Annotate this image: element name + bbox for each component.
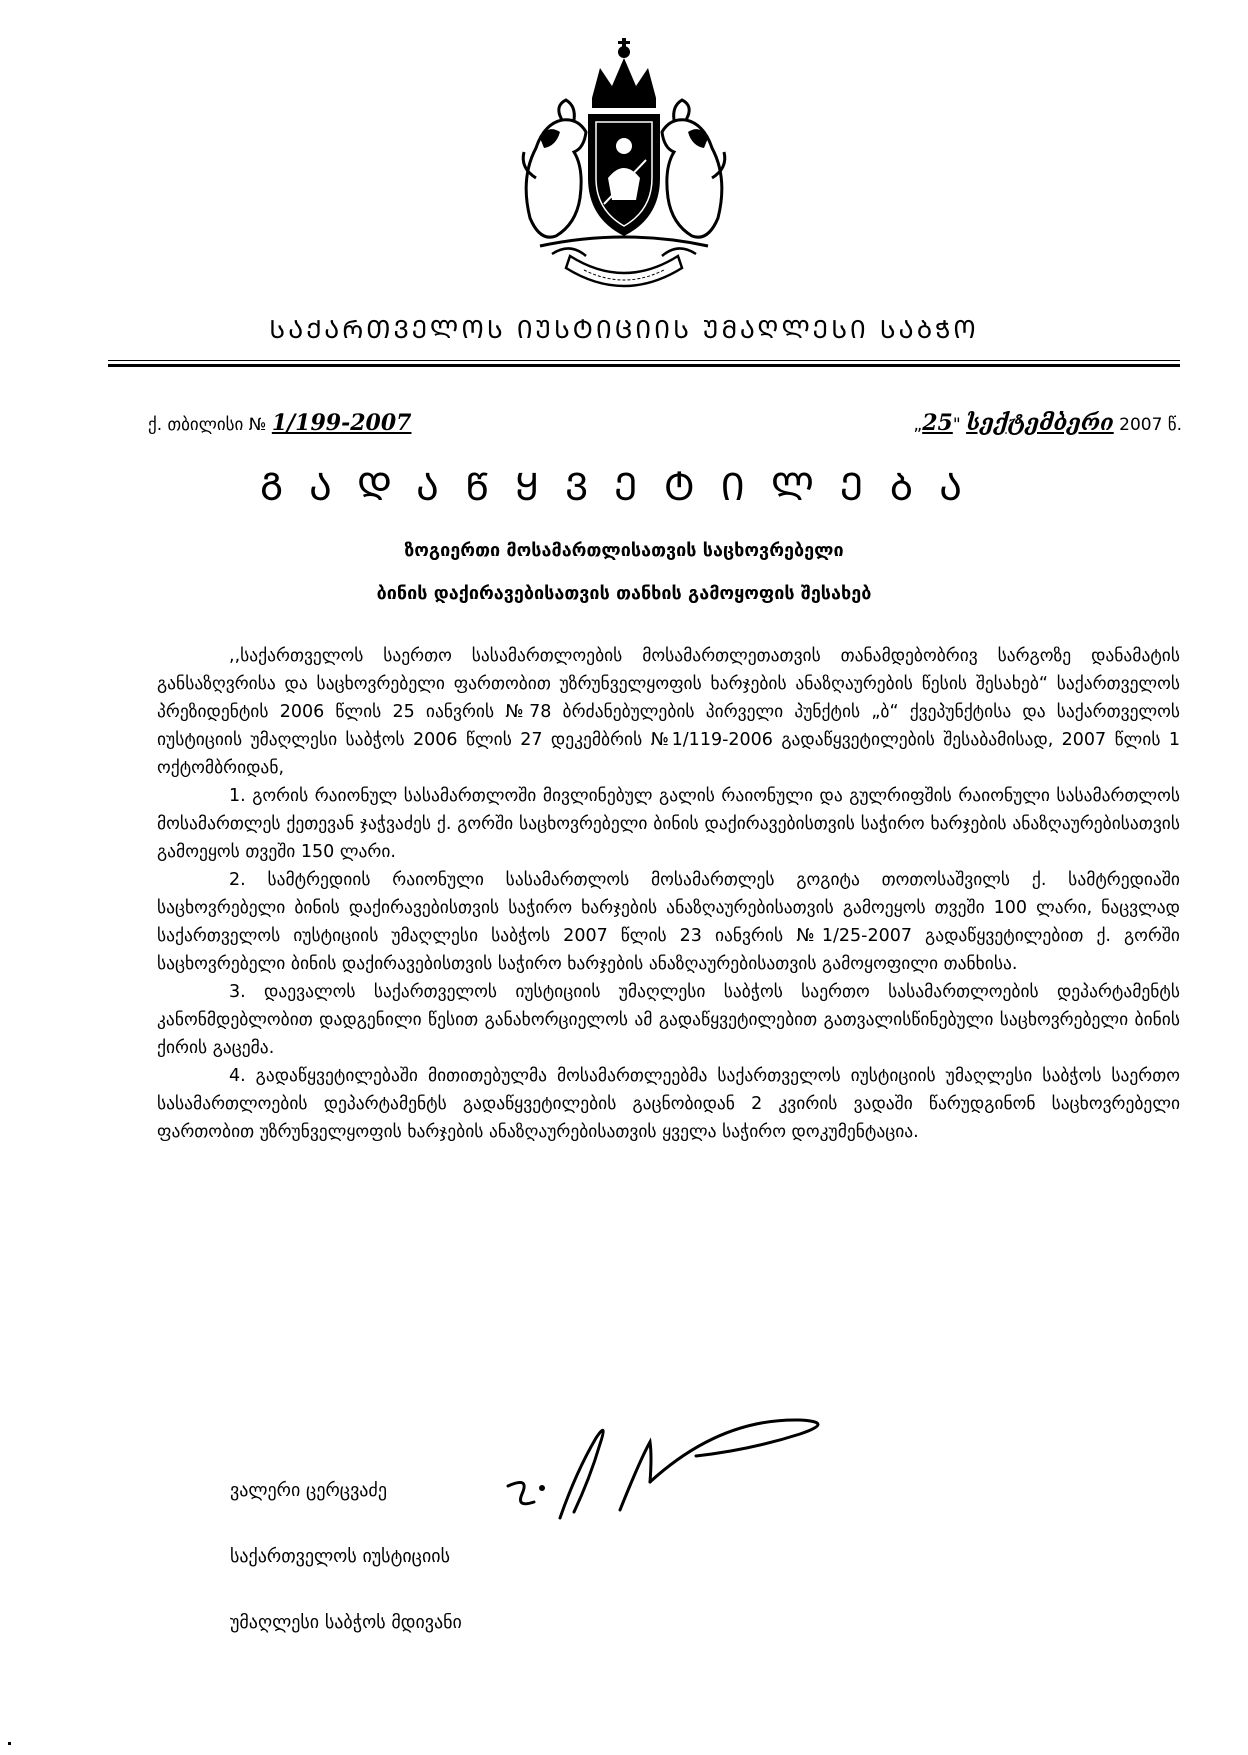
header-divider-thin [108, 360, 1180, 361]
item-3-paragraph: 3. დაევალოს საქართველოს იუსტიციის უმაღლესი საბჭოს საერთო სასამართლოების დეპარტამენტს კანონმდებლობით დადგენილი წესით განახორციელოს ამ გადაწყვეტილებით გათვალისწინებული საცხოვრებელი ბინის ქირის გაცემა. [157, 982, 1180, 1058]
date-close-quote: " [952, 415, 961, 435]
item-2-paragraph: 2. სამტრედიის რაიონული სასამართლოს მოსამართლეს გოგიტა თოთოსაშვილს ქ. სამტრედიაში საცხოვრებელი ბინის დაქირავებისთვის საჭირო ხარჯების ანაზღაურებისათვის გამოეყოს თვეში 100 ლარი, ნაცვლად საქართველოს იუსტიციის უმაღლესი საბჭოს 2007 წლის 23 იანვრის №1/25-2007 გადაწყვეტილებით ქ. გორში საცხოვრებელი ბინის დაქირავებისთვის საჭირო ხარჯების ანაზღაურებისათვის გამოყოფილი თანხისა. [157, 870, 1180, 974]
document-number-line [148, 410, 411, 436]
date-year: 2007 [1119, 415, 1163, 435]
decision-body [157, 642, 1180, 1146]
date-open-quote: „ [913, 415, 923, 435]
subject-line-2: ბინის დაქირავებისათვის თანხის გამოყოფის შესახებ [376, 583, 872, 604]
document-number: 1/199-2007 [271, 410, 412, 436]
signatory-block [230, 1458, 462, 1656]
preamble-paragraph: ,,საქართველოს საერთო სასამართლოების მოსამართლეთათვის თანამდებობრივ სარგოზე დანამატის განსაზღვრისა და საცხოვრებელი ფართობით უზრუნველყოფის ხარჯების ანაზღაურების წესის შესახებ“ საქართველოს პრეზიდენტის 2006 წლის 25 იანვრის №78 ბრძანებულების პირველი პუნქტის „ბ“ ქვეპუნქტისა და საქართველოს იუსტიციის უმაღლესი საბჭოს 2006 წლის 27 დეკემბრის №1/119-2006 გადაწყვეტილების შესაბამისად, 2007 წლის 1 ოქტომბრიდან, [157, 646, 1180, 778]
signatory-name: ვალერი ცერცვაძე [230, 1480, 387, 1501]
item-4-paragraph: 4. გადაწყვეტილებაში მითითებულმა მოსამართლეებმა საქართველოს იუსტიციის უმაღლესი საბჭოს საერთო სასამართლოების დეპარტამენტს გადაწყვეტილების გაცნობიდან 2 კვირის ვადაში წარუდგინონ საცხოვრებელი ფართობით უზრუნველყოფის ხარჯების ანაზღაურებისათვის ყველა საჭირო დოკუმენტაცია. [157, 1066, 1180, 1142]
subject-line-1: ზოგიერთი მოსამართლისათვის საცხოვრებელი [404, 540, 844, 561]
date-month: სექტემბერი [966, 410, 1114, 436]
header-divider-thick [108, 364, 1180, 367]
document-title: ᲒᲐᲓᲐᲬᲧᲕᲔᲢᲘᲚᲔᲑᲐ [259, 465, 989, 509]
scan-speck [8, 1742, 11, 1745]
coat-of-arms-icon [500, 28, 748, 298]
signatory-title-line-2: უმაღლესი საბჭოს მდივანი [230, 1612, 462, 1633]
date-year-suffix: წ. [1167, 415, 1182, 435]
date-day: 25 [922, 410, 953, 436]
item-1-paragraph: 1. გორის რაიონულ სასამართლოში მივლინებულ გალის რაიონული და გულრიფშის რაიონული სასამართლოს მოსამართლეს ქეთევან ჯაჭვაძეს ქ. გორში საცხოვრებელი ბინის დაქირავებისთვის საჭირო ხარჯების ანაზღაურებისათვის გამოეყოს თვეში 150 ლარი. [157, 786, 1180, 862]
document-date-line [913, 410, 1182, 436]
city-label: ქ. თბილისი № [148, 415, 267, 435]
council-name: ᲡᲐᲥᲐᲠᲗᲕᲔᲚᲝᲡ ᲘᲣᲡᲢᲘᲪᲘᲘᲡ ᲣᲛᲐᲦᲚᲔᲡᲘ ᲡᲐᲑᲭᲝ [269, 315, 979, 344]
signatory-title-line-1: საქართველოს იუსტიციის [230, 1546, 450, 1567]
handwritten-signature-icon [500, 1390, 840, 1530]
